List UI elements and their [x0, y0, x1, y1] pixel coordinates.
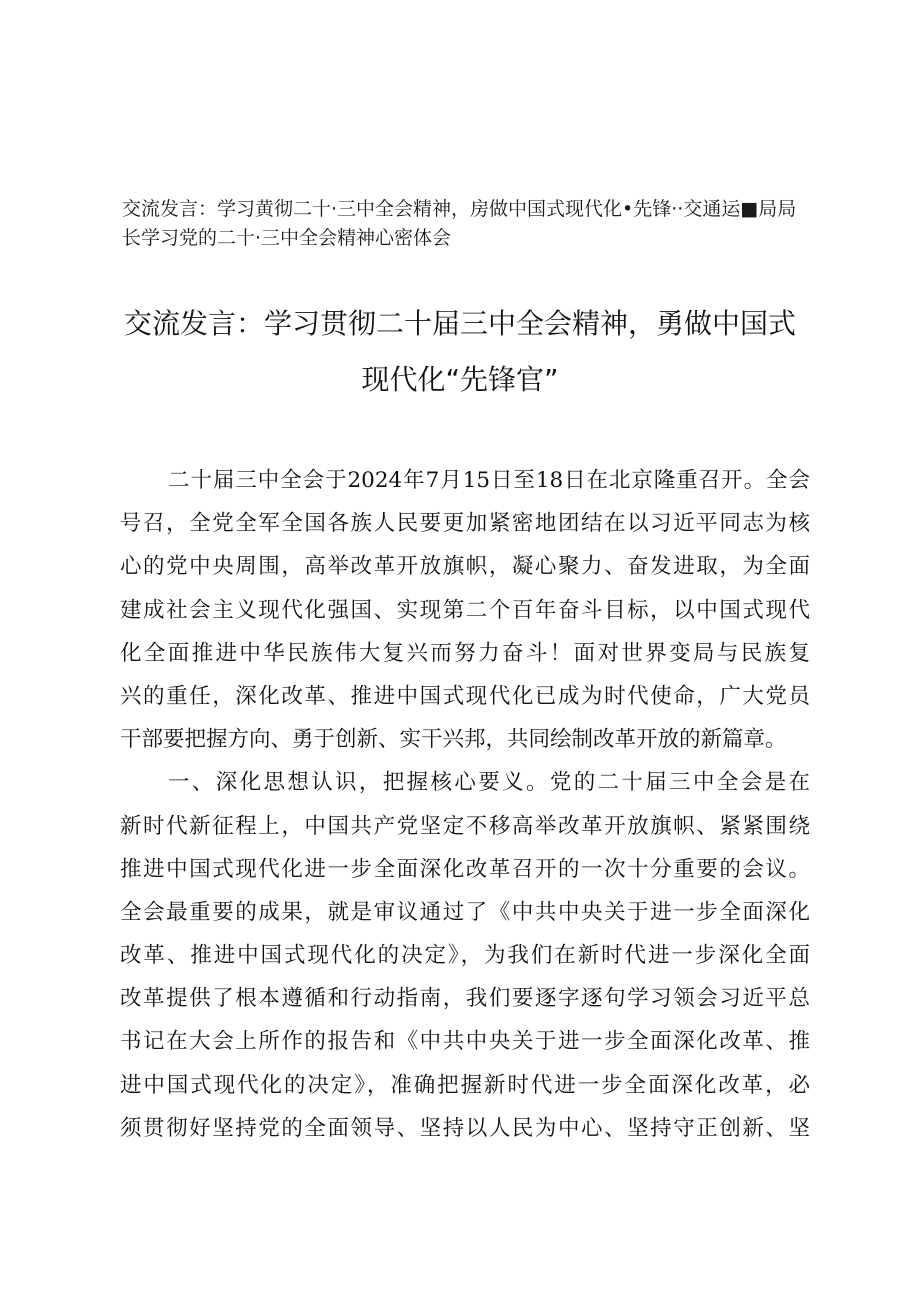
paragraph-line: 干部要把握方向、勇于创新、实干兴邦，共同绘制改革开放的新篇章。: [120, 727, 787, 753]
header-line-1: 交流发言：学习黄彻二十·三中全会精神，房做中国式现代化•先锋··交通运■局局: [122, 198, 797, 220]
paragraph-1: [120, 459, 810, 761]
paragraph-line: 推进中国式现代化进一步全面深化改革召开的一次十分重要的会议。: [120, 856, 810, 882]
document-body: [120, 459, 810, 1150]
paragraph-line: 一、深化思想认识，把握核心要义。党的二十届三中全会是在: [168, 770, 810, 796]
document-title: [90, 296, 830, 408]
paragraph-line: 全会最重要的成果，就是审议通过了《中共中央关于进一步全面深化: [120, 899, 810, 925]
paragraph-line: 二十届三中全会于2024年7月15日至18日在北京隆重召开。全会: [168, 468, 810, 493]
paragraph-line: 兴的重任，深化改革、推进中国式现代化已成为时代使命，广大党员: [120, 683, 810, 709]
paragraph-line: 改革提供了根本遵循和行动指南，我们要逐字逐句学习领会习近平总: [120, 986, 810, 1012]
paragraph-line: 进中国式现代化的决定》，准确把握新时代进一步全面深化改革，必: [120, 1072, 810, 1098]
paragraph-line: 心的党中央周围，高举改革开放旗帜，凝心聚力、奋发进取，为全面: [120, 554, 810, 580]
paragraph-line: 号召，全党全军全国各族人民要更加紧密地团结在以习近平同志为核: [120, 511, 810, 537]
paragraph-line: 书记在大会上所作的报告和《中共中央关于进一步全面深化改革、推: [120, 1029, 810, 1055]
paragraph-line: 建成社会主义现代化强国、实现第二个百年奋斗目标，以中国式现代: [120, 597, 810, 623]
document-header: [122, 195, 812, 253]
paragraph-line: 须贯彻好坚持党的全面领导、坚持以人民为中心、坚持守正创新、坚: [120, 1115, 810, 1141]
header-line-2: 长学习党的二十·三中全会精神心密体会: [122, 227, 452, 249]
paragraph-line: 改革、推进中国式现代化的决定》，为我们在新时代进一步深化全面: [120, 943, 810, 969]
paragraph-2: [120, 761, 810, 1150]
paragraph-line: 新时代新征程上，中国共产党坚定不移高举改革开放旗帜、紧紧围绕: [120, 813, 810, 839]
title-line-1: 交流发言：学习贯彻二十届三中全会精神，勇做中国式: [123, 307, 796, 340]
paragraph-line: 化全面推进中华民族伟大复兴而努力奋斗！面对世界变局与民族复: [120, 640, 810, 666]
title-line-2: 现代化“先锋官”: [361, 363, 559, 396]
